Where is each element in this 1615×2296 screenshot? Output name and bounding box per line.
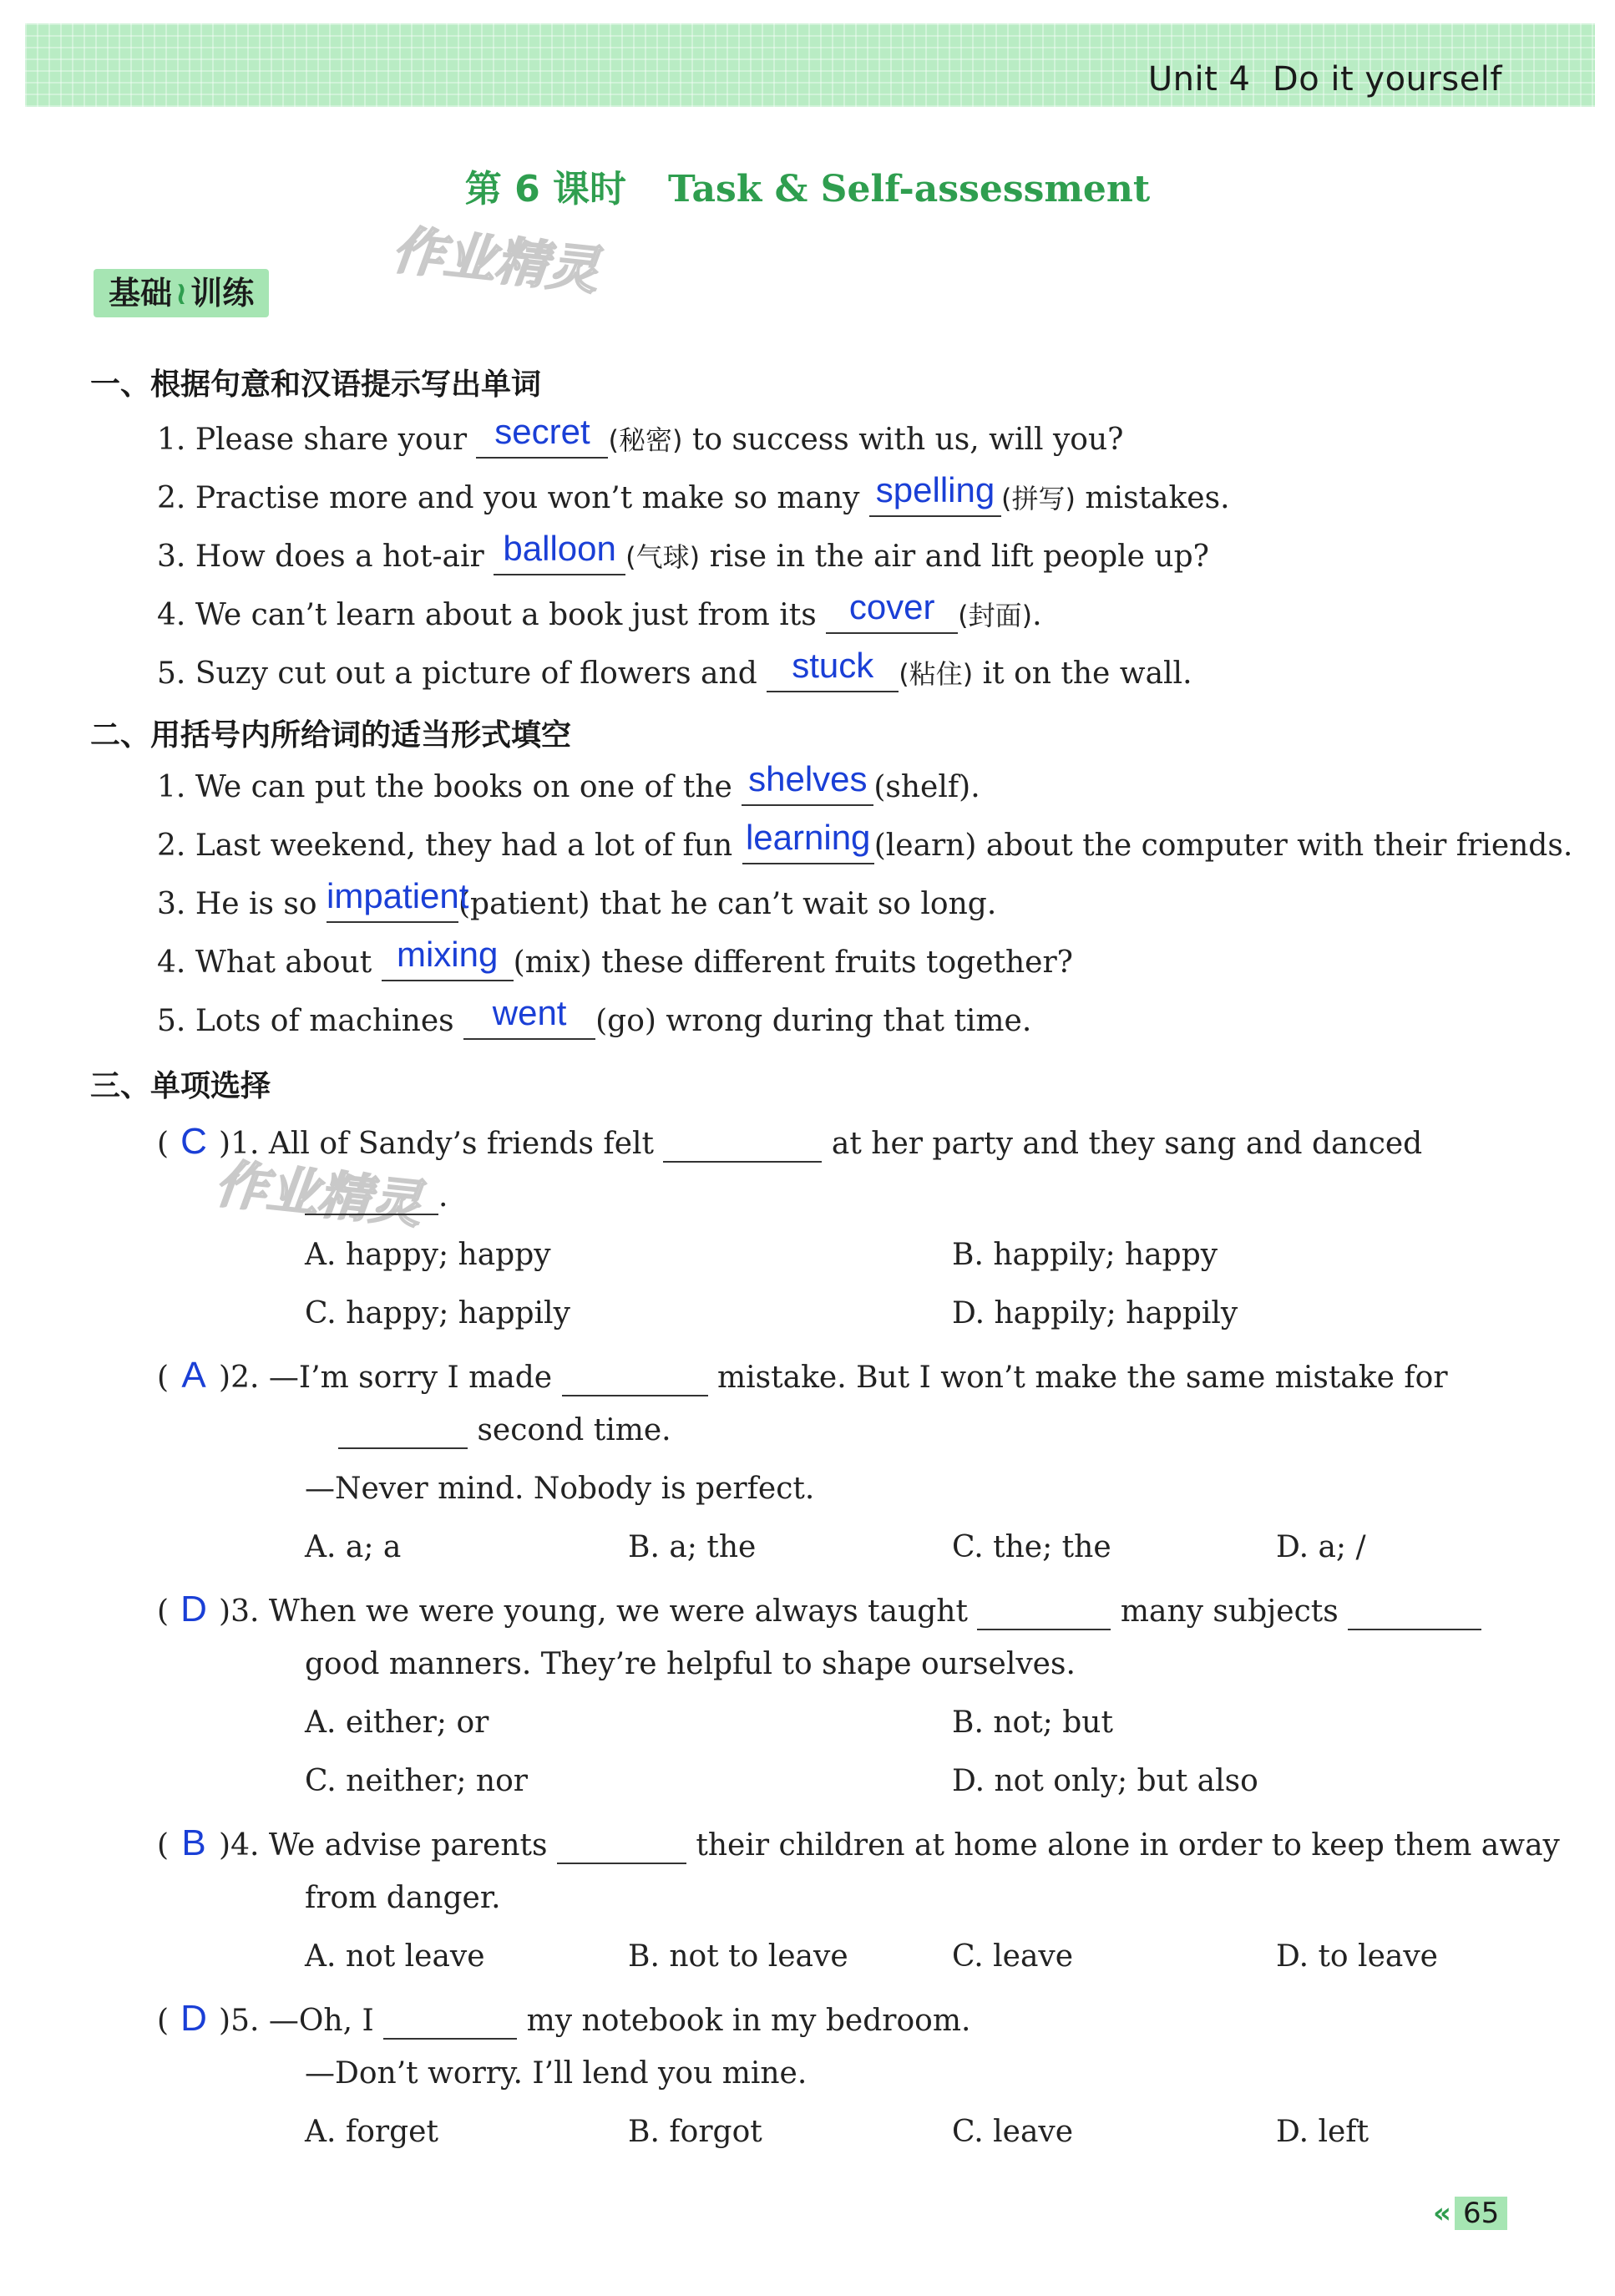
s2-item-4: 4. What about mixing (mix) these different fruits together? <box>157 935 1073 980</box>
answer: mixing <box>396 935 499 974</box>
choice-answer: A <box>181 1355 206 1396</box>
mcq-1-option: C. happy; happily <box>305 1296 570 1330</box>
mcq-2-line3: —Never mind. Nobody is perfect. <box>305 1472 815 1506</box>
mcq-3-option: B. not; but <box>952 1706 1113 1740</box>
mcq-4-option: C. leave <box>952 1939 1074 1974</box>
mcq-1-option: B. happily; happy <box>952 1238 1218 1272</box>
mcq-5-option: C. leave <box>952 2115 1074 2149</box>
lesson-title <box>0 159 1615 212</box>
s1-item-5: 5. Suzy cut out a picture of flowers and stuck (粘住) it on the wall. <box>157 646 1192 691</box>
watermark: 作业精灵 <box>389 219 602 302</box>
mcq-5-line2: —Don’t worry. I’ll lend you mine. <box>305 2056 808 2091</box>
lesson-name: Task & Self-assessment <box>668 168 1151 210</box>
mcq-5-option: A. forget <box>305 2115 438 2149</box>
mcq-1: ( C )1. All of Sandy’s friends felt at her party and they sang and danced <box>157 1121 1423 1162</box>
answer: stuck <box>792 646 874 685</box>
answer: learning <box>745 818 871 857</box>
section-tag: 基础 ≀ 训练 <box>94 269 269 317</box>
mcq-4-option: B. not to leave <box>628 1939 848 1974</box>
mcq-5-option: D. left <box>1276 2115 1369 2149</box>
mcq-1-line2: . <box>305 1179 448 1215</box>
mcq-5: ( D )5. —Oh, I my notebook in my bedroom. <box>157 1998 971 2039</box>
section3-heading: 三、单项选择 <box>90 1069 271 1103</box>
mcq-4-line2: from danger. <box>305 1881 501 1915</box>
s2-item-5: 5. Lots of machines went (go) wrong during that time. <box>157 993 1032 1038</box>
mcq-4: ( B )4. We advise parents their children at home alone in order to keep them away <box>157 1822 1560 1863</box>
mcq-2-option: B. a; the <box>628 1530 757 1564</box>
s2-item-2: 2. Last weekend, they had a lot of fun learning (learn) about the computer with their friends. <box>157 818 1573 863</box>
choice-answer: B <box>181 1822 206 1863</box>
mcq-3-option: A. either; or <box>305 1706 489 1740</box>
answer: secret <box>494 412 590 451</box>
answer: impatient <box>327 876 469 915</box>
s1-item-3: 3. How does a hot-air balloon (气球) rise in the air and lift people up? <box>157 529 1209 574</box>
s2-item-3: 3. He is so impatient (patient) that he can’t wait so long. <box>157 876 997 921</box>
answer: went <box>492 993 567 1032</box>
choice-answer: C <box>180 1121 207 1162</box>
mcq-2-option: D. a; / <box>1276 1530 1366 1564</box>
squiggle-icon: ≀ <box>175 275 188 312</box>
page-number: « 65 <box>1433 2197 1507 2230</box>
mcq-2-line2: second time. <box>338 1413 671 1449</box>
mcq-1-option: D. happily; happily <box>952 1296 1238 1330</box>
mcq-3: ( D )3. When we were young, we were always taught many subjects <box>157 1589 1481 1630</box>
s2-item-1: 1. We can put the books on one of the shelves (shelf). <box>157 759 980 804</box>
choice-answer: D <box>180 1589 207 1630</box>
s1-item-1: 1. Please share your secret (秘密) to success with us, will you? <box>157 412 1124 457</box>
section1-heading: 一、根据句意和汉语提示写出单词 <box>90 367 542 402</box>
mcq-2-option: A. a; a <box>305 1530 402 1564</box>
mcq-4-option: A. not leave <box>305 1939 485 1974</box>
watermark: 作业精灵 <box>212 1153 425 1235</box>
lesson-number: 第 6 课时 <box>464 168 627 210</box>
mcq-3-line2: good manners. They’re helpful to shape ourselves. <box>305 1647 1076 1681</box>
mcq-2-option: C. the; the <box>952 1530 1111 1564</box>
unit-label: Unit 4 Do it yourself <box>1147 60 1502 99</box>
answer: spelling <box>875 470 995 509</box>
mcq-4-option: D. to leave <box>1276 1939 1438 1974</box>
double-chevron-left-icon: « <box>1433 2197 1451 2230</box>
mcq-1-option: A. happy; happy <box>305 1238 551 1272</box>
choice-answer: D <box>180 1998 207 2039</box>
mcq-2: ( A )2. —I’m sorry I made mistake. But I won’t make the same mistake for <box>157 1355 1448 1396</box>
section2-heading: 二、用括号内所给词的适当形式填空 <box>90 718 572 753</box>
mcq-3-option: D. not only; but also <box>952 1764 1258 1798</box>
s1-item-2: 2. Practise more and you won’t make so many spelling (拼写) mistakes. <box>157 470 1230 515</box>
s1-item-4: 4. We can’t learn about a book just from its cover (封面). <box>157 587 1042 632</box>
mcq-5-option: B. forgot <box>628 2115 762 2149</box>
answer: balloon <box>503 529 616 568</box>
mcq-3-option: C. neither; nor <box>305 1764 528 1798</box>
answer: shelves <box>748 759 868 798</box>
answer: cover <box>848 587 935 626</box>
